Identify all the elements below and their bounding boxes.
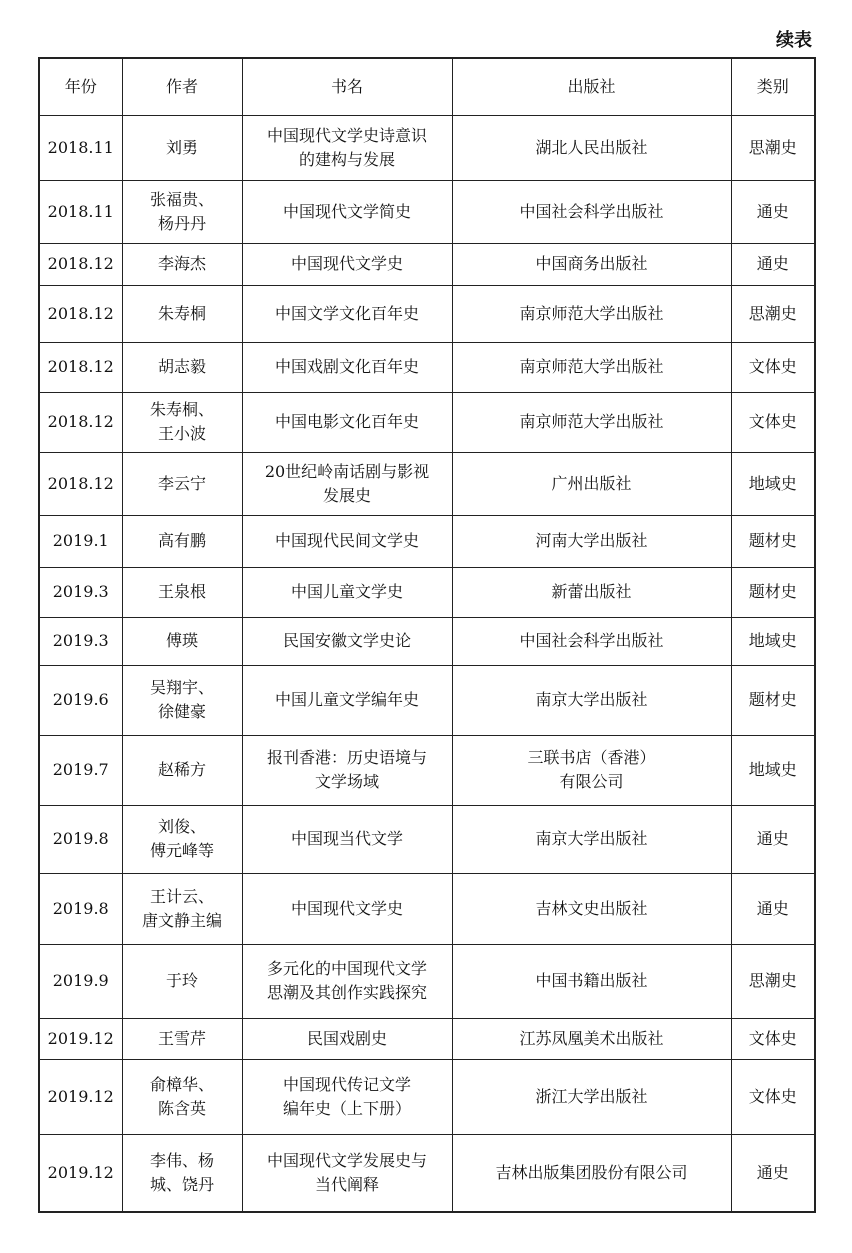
cell-category bbox=[731, 515, 815, 567]
cell-author bbox=[122, 180, 242, 243]
cell-publisher-text: 南京师范大学出版社 bbox=[519, 357, 664, 376]
cell-title-text: 20世纪岭南话剧与影视 发展史 bbox=[264, 461, 430, 505]
table-row bbox=[39, 735, 815, 805]
cell-author bbox=[122, 285, 242, 342]
cell-publisher bbox=[452, 285, 731, 342]
cell-author-text: 朱寿桐、 王小波 bbox=[149, 400, 214, 443]
cell-title bbox=[242, 452, 452, 515]
cell-author bbox=[122, 1018, 242, 1059]
cell-title-text: 民国安徽文学史论 bbox=[282, 631, 411, 650]
cell-category bbox=[731, 567, 815, 617]
cell-publisher bbox=[452, 1018, 731, 1059]
cell-year bbox=[39, 452, 122, 515]
cell-year bbox=[39, 180, 122, 243]
cell-year-text: 2019.12 bbox=[47, 1086, 114, 1106]
cell-title bbox=[242, 515, 452, 567]
cell-author bbox=[122, 735, 242, 805]
cell-title bbox=[242, 342, 452, 392]
cell-category-text: 思潮史 bbox=[748, 971, 797, 990]
cell-category-text: 题材史 bbox=[748, 531, 797, 550]
header-row bbox=[39, 58, 815, 115]
cell-author-text: 张福贵、 杨丹丹 bbox=[149, 189, 214, 233]
cell-title bbox=[242, 1018, 452, 1059]
cell-category bbox=[731, 1134, 815, 1212]
cell-category bbox=[731, 805, 815, 873]
cell-category bbox=[731, 115, 815, 180]
cell-year-text: 2019.1 bbox=[52, 531, 109, 550]
cell-year-text: 2018.12 bbox=[47, 303, 114, 323]
table-row bbox=[39, 515, 815, 567]
cell-author-text: 于玲 bbox=[165, 971, 198, 990]
cell-author-text: 王计云、 唐文静主编 bbox=[141, 886, 222, 930]
cell-title-text: 民国戏剧史 bbox=[306, 1028, 387, 1048]
table-caption: 续表 bbox=[776, 30, 812, 51]
table-row bbox=[39, 1018, 815, 1059]
cell-publisher bbox=[452, 515, 731, 567]
cell-publisher-text: 中国商务出版社 bbox=[535, 254, 648, 273]
cell-title-text: 中国现代文学发展史与 当代阐释 bbox=[266, 1150, 427, 1194]
cell-author bbox=[122, 452, 242, 515]
cell-publisher-text: 中国社会科学出版社 bbox=[519, 631, 664, 650]
cell-category bbox=[731, 392, 815, 452]
cell-category-text: 通史 bbox=[756, 829, 789, 848]
cell-title-text: 中国现代民间文学史 bbox=[274, 531, 419, 550]
cell-title bbox=[242, 392, 452, 452]
cell-publisher-text: 广州出版社 bbox=[551, 473, 632, 493]
table-row bbox=[39, 342, 815, 392]
cell-author-text: 朱寿桐 bbox=[157, 303, 206, 323]
cell-publisher-text: 南京师范大学出版社 bbox=[519, 303, 664, 323]
cell-year-text: 2019.8 bbox=[52, 829, 109, 848]
cell-title-text: 多元化的中国现代文学 思潮及其创作实践探究 bbox=[266, 959, 427, 1002]
cell-author bbox=[122, 515, 242, 567]
cell-category bbox=[731, 342, 815, 392]
cell-title-text: 中国现代传记文学 编年史（上下册） bbox=[282, 1074, 411, 1118]
cell-publisher-text: 三联书店（香港） 有限公司 bbox=[527, 748, 656, 791]
cell-category bbox=[731, 243, 815, 285]
cell-publisher bbox=[452, 1134, 731, 1212]
header-title: 书名 bbox=[242, 58, 452, 115]
cell-year-text: 2018.12 bbox=[47, 254, 114, 273]
cell-year bbox=[39, 1134, 122, 1212]
cell-year bbox=[39, 392, 122, 452]
cell-year-text: 2019.6 bbox=[52, 690, 109, 709]
table-row bbox=[39, 805, 815, 873]
cell-publisher bbox=[452, 665, 731, 735]
table-row bbox=[39, 392, 815, 452]
cell-title-text: 中国现代文学简史 bbox=[282, 201, 411, 221]
cell-year-text: 2019.9 bbox=[52, 971, 109, 990]
cell-year-text: 2019.7 bbox=[52, 760, 109, 779]
cell-publisher bbox=[452, 1059, 731, 1134]
cell-category-text: 文体史 bbox=[748, 1086, 797, 1106]
cell-category bbox=[731, 1059, 815, 1134]
cell-author-text: 刘勇 bbox=[165, 137, 198, 157]
cell-author bbox=[122, 567, 242, 617]
cell-publisher bbox=[452, 944, 731, 1018]
header-category: 类别 bbox=[731, 58, 815, 115]
cell-author-text: 李云宁 bbox=[157, 473, 206, 493]
cell-title bbox=[242, 665, 452, 735]
cell-title bbox=[242, 285, 452, 342]
table-row bbox=[39, 180, 815, 243]
cell-publisher bbox=[452, 115, 731, 180]
cell-author bbox=[122, 115, 242, 180]
cell-category bbox=[731, 1018, 815, 1059]
header-publisher: 出版社 bbox=[452, 58, 731, 115]
table-row bbox=[39, 452, 815, 515]
table-row bbox=[39, 115, 815, 180]
cell-year bbox=[39, 805, 122, 873]
cell-year bbox=[39, 567, 122, 617]
cell-publisher bbox=[452, 243, 731, 285]
cell-author bbox=[122, 617, 242, 665]
cell-title bbox=[242, 944, 452, 1018]
cell-category-text: 题材史 bbox=[748, 690, 797, 709]
cell-category bbox=[731, 285, 815, 342]
cell-title bbox=[242, 735, 452, 805]
cell-author bbox=[122, 1134, 242, 1212]
cell-publisher-text: 湖北人民出版社 bbox=[535, 137, 648, 157]
table-row bbox=[39, 1059, 815, 1134]
cell-publisher-text: 中国社会科学出版社 bbox=[519, 201, 664, 221]
cell-publisher-text: 吉林文史出版社 bbox=[535, 898, 648, 918]
cell-category-text: 地域史 bbox=[748, 631, 797, 650]
cell-year bbox=[39, 285, 122, 342]
cell-author bbox=[122, 342, 242, 392]
cell-title-text: 中国儿童文学史 bbox=[290, 582, 403, 601]
cell-publisher-text: 河南大学出版社 bbox=[535, 531, 648, 550]
cell-category bbox=[731, 944, 815, 1018]
cell-publisher bbox=[452, 617, 731, 665]
cell-category-text: 题材史 bbox=[748, 582, 797, 601]
cell-publisher bbox=[452, 392, 731, 452]
cell-publisher bbox=[452, 873, 731, 944]
cell-author bbox=[122, 665, 242, 735]
cell-title bbox=[242, 180, 452, 243]
cell-category bbox=[731, 617, 815, 665]
cell-publisher bbox=[452, 452, 731, 515]
table-row bbox=[39, 617, 815, 665]
cell-publisher bbox=[452, 342, 731, 392]
cell-title bbox=[242, 243, 452, 285]
cell-title-text: 中国电影文化百年史 bbox=[274, 412, 419, 431]
table-row bbox=[39, 1134, 815, 1212]
cell-author-text: 刘俊、 傅元峰等 bbox=[149, 817, 214, 860]
cell-author-text: 王泉根 bbox=[157, 582, 206, 601]
cell-title-text: 中国现当代文学 bbox=[290, 829, 403, 848]
cell-author-text: 赵稀方 bbox=[157, 760, 206, 779]
cell-year-text: 2018.12 bbox=[47, 473, 114, 493]
cell-author-text: 李海杰 bbox=[157, 254, 206, 273]
cell-year bbox=[39, 1059, 122, 1134]
cell-title bbox=[242, 115, 452, 180]
cell-author bbox=[122, 1059, 242, 1134]
cell-publisher bbox=[452, 567, 731, 617]
cell-title bbox=[242, 1059, 452, 1134]
cell-publisher-text: 浙江大学出版社 bbox=[535, 1086, 648, 1106]
table-body bbox=[39, 115, 815, 1212]
table-row bbox=[39, 665, 815, 735]
header-author: 作者 bbox=[122, 58, 242, 115]
cell-year-text: 2018.12 bbox=[47, 357, 114, 376]
cell-category bbox=[731, 735, 815, 805]
cell-year bbox=[39, 617, 122, 665]
cell-year bbox=[39, 873, 122, 944]
cell-publisher bbox=[452, 180, 731, 243]
cell-year-text: 2018.11 bbox=[47, 137, 114, 157]
cell-category-text: 思潮史 bbox=[748, 137, 797, 157]
cell-year bbox=[39, 243, 122, 285]
cell-year-text: 2018.12 bbox=[47, 412, 114, 431]
cell-publisher-text: 南京大学出版社 bbox=[535, 690, 648, 709]
cell-category bbox=[731, 873, 815, 944]
cell-year bbox=[39, 342, 122, 392]
cell-category bbox=[731, 665, 815, 735]
cell-publisher-text: 南京师范大学出版社 bbox=[519, 412, 664, 431]
cell-title-text: 报刊香港：历史语境与 文学场域 bbox=[266, 748, 427, 791]
cell-year bbox=[39, 735, 122, 805]
cell-author-text: 李伟、杨 城、饶丹 bbox=[149, 1150, 214, 1194]
cell-year-text: 2019.8 bbox=[52, 898, 109, 918]
cell-year-text: 2019.12 bbox=[47, 1162, 114, 1182]
cell-category-text: 地域史 bbox=[748, 473, 797, 493]
cell-year-text: 2019.12 bbox=[47, 1028, 114, 1048]
cell-author-text: 胡志毅 bbox=[157, 357, 206, 376]
cell-title bbox=[242, 873, 452, 944]
cell-title-text: 中国现代文学史 bbox=[290, 898, 403, 918]
cell-publisher-text: 江苏凤凰美术出版社 bbox=[519, 1028, 664, 1048]
cell-category bbox=[731, 452, 815, 515]
cell-category-text: 地域史 bbox=[748, 760, 797, 779]
table-row bbox=[39, 567, 815, 617]
cell-publisher bbox=[452, 735, 731, 805]
cell-author bbox=[122, 392, 242, 452]
cell-title bbox=[242, 805, 452, 873]
cell-publisher-text: 新蕾出版社 bbox=[551, 582, 632, 601]
cell-title-text: 中国现代文学史 bbox=[290, 254, 403, 273]
cell-publisher-text: 吉林出版集团股份有限公司 bbox=[495, 1162, 688, 1182]
cell-category-text: 思潮史 bbox=[748, 303, 797, 323]
cell-year-text: 2019.3 bbox=[52, 631, 109, 650]
cell-year-text: 2019.3 bbox=[52, 582, 109, 601]
cell-year bbox=[39, 115, 122, 180]
table-row bbox=[39, 944, 815, 1018]
cell-publisher bbox=[452, 805, 731, 873]
cell-year bbox=[39, 515, 122, 567]
cell-category-text: 文体史 bbox=[748, 357, 797, 376]
cell-title bbox=[242, 567, 452, 617]
cell-author-text: 王雪芹 bbox=[157, 1028, 206, 1048]
cell-author-text: 傅瑛 bbox=[165, 631, 198, 650]
cell-author bbox=[122, 805, 242, 873]
cell-author-text: 吴翔宇、 徐健豪 bbox=[149, 678, 214, 721]
cell-category bbox=[731, 180, 815, 243]
cell-title bbox=[242, 1134, 452, 1212]
cell-author-text: 高有鹏 bbox=[157, 531, 206, 550]
cell-author bbox=[122, 243, 242, 285]
cell-title-text: 中国现代文学史诗意识 的建构与发展 bbox=[266, 125, 427, 169]
cell-publisher-text: 中国书籍出版社 bbox=[535, 971, 648, 990]
cell-author bbox=[122, 944, 242, 1018]
cell-category-text: 通史 bbox=[756, 254, 789, 273]
cell-title-text: 中国儿童文学编年史 bbox=[274, 690, 419, 709]
cell-author-text: 俞樟华、 陈含英 bbox=[149, 1074, 214, 1118]
cell-year-text: 2018.11 bbox=[47, 201, 114, 221]
cell-year bbox=[39, 944, 122, 1018]
header-year: 年份 bbox=[39, 58, 122, 115]
cell-category-text: 通史 bbox=[756, 201, 789, 221]
cell-title-text: 中国戏剧文化百年史 bbox=[274, 357, 419, 376]
book-table bbox=[38, 57, 816, 1213]
cell-category-text: 文体史 bbox=[748, 1028, 797, 1048]
cell-year bbox=[39, 1018, 122, 1059]
cell-category-text: 通史 bbox=[756, 1162, 789, 1182]
table-row bbox=[39, 285, 815, 342]
cell-category-text: 通史 bbox=[756, 898, 789, 918]
table-row bbox=[39, 243, 815, 285]
cell-title-text: 中国文学文化百年史 bbox=[274, 303, 419, 323]
cell-publisher-text: 南京大学出版社 bbox=[535, 829, 648, 848]
cell-title bbox=[242, 617, 452, 665]
table-row bbox=[39, 873, 815, 944]
cell-author bbox=[122, 873, 242, 944]
cell-year bbox=[39, 665, 122, 735]
cell-category-text: 文体史 bbox=[748, 412, 797, 431]
